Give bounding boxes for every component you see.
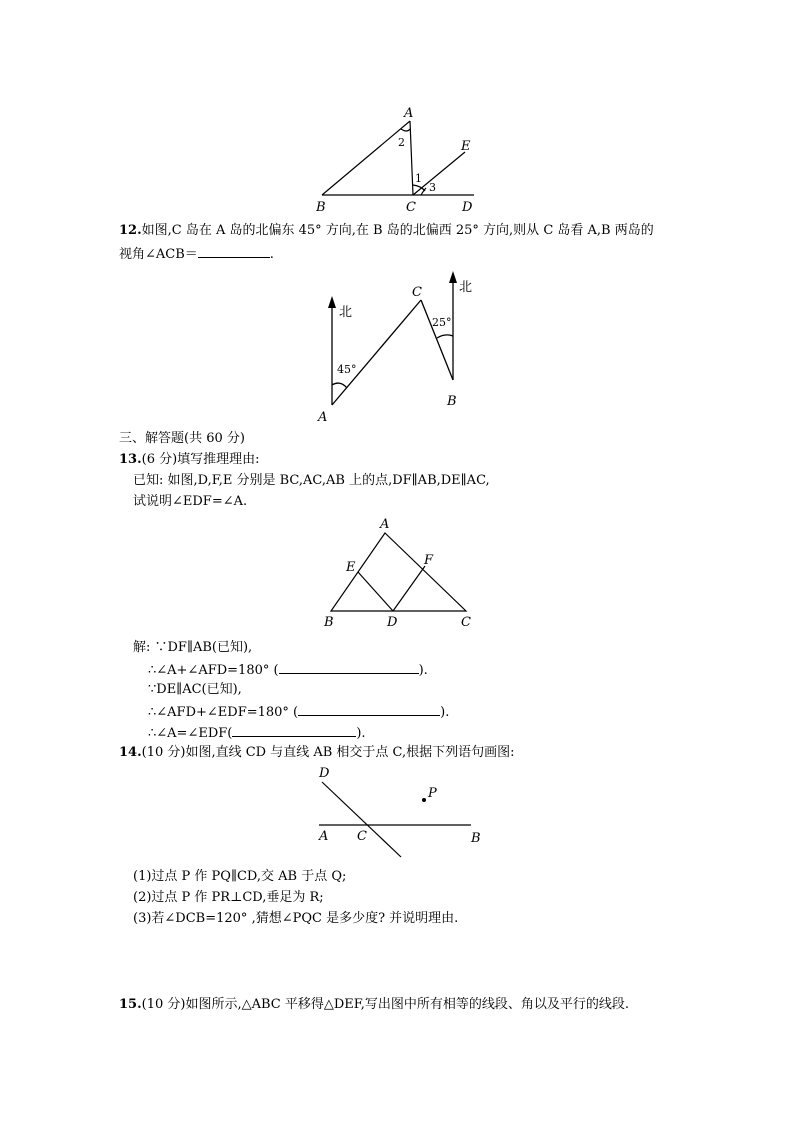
fig11-angle-3: 3 xyxy=(429,181,436,194)
q12-text: 如图,C 岛在 A 岛的北偏东 45° 方向,在 B 岛的北偏西 25° 方向,则从 C 岛看 A,B 两岛的 xyxy=(141,223,654,238)
q13-reason-blank-3[interactable] xyxy=(232,724,356,737)
q13-solution-intro: 解: ∵DF∥AB(已知), xyxy=(133,640,253,655)
fig14-label-a: A xyxy=(319,829,329,844)
fig12-label-c: C xyxy=(412,285,422,300)
fig13-label-c: C xyxy=(461,615,471,630)
fig11-label-c: C xyxy=(406,200,416,215)
fig12-north-b: 北 xyxy=(459,280,473,295)
fig11-angle-2: 2 xyxy=(398,136,405,149)
fig14-label-p: P xyxy=(428,786,437,801)
fig14-label-c: C xyxy=(357,829,367,844)
q13-step4-close: ). xyxy=(356,726,366,741)
q13-step1 xyxy=(148,661,428,679)
fig14-point-p xyxy=(422,798,426,802)
q13-prove: 试说明∠EDF=∠A. xyxy=(133,494,248,509)
fig13-label-f: F xyxy=(424,553,434,568)
section-title: 三、解答题(共 60 分) xyxy=(119,431,245,446)
fig11-label-d: D xyxy=(462,200,473,215)
fig12-label-b: B xyxy=(447,394,457,409)
fig12-lines xyxy=(332,275,453,405)
q13-header xyxy=(119,452,260,468)
q13-reason-blank-2[interactable] xyxy=(298,703,440,716)
q12-line2 xyxy=(119,245,274,263)
q12-period: . xyxy=(269,247,274,262)
fig11-lines xyxy=(322,121,474,195)
q13-head: (6 分)填写推理理由: xyxy=(141,452,260,467)
q14-item3: (3)若∠DCB=120° ,猜想∠PQC 是多少度? 并说明理由. xyxy=(133,911,459,926)
fig13-label-d: D xyxy=(387,615,398,630)
q13-step3-close: ). xyxy=(440,705,450,720)
q14-head: (10 分)如图,直线 CD 与直线 AB 相交于点 C,根据下列语句画图: xyxy=(141,745,515,760)
fig14-label-d: D xyxy=(319,766,330,781)
fig13-label-b: B xyxy=(324,615,334,630)
q13-step2: ∵DE∥AC(已知), xyxy=(148,682,242,697)
q14-item1: (1)过点 P 作 PQ∥CD,交 AB 于点 Q; xyxy=(133,869,347,884)
q13-step1-close: ). xyxy=(418,663,428,678)
q12-number: 12. xyxy=(119,223,142,238)
q13-given: 已知: 如图,D,F,E 分别是 BC,AC,AB 上的点,DF∥AB,DE∥AC, xyxy=(133,473,490,488)
q14-number: 14. xyxy=(119,745,142,760)
q12-text-2: 视角∠ACB＝ xyxy=(119,247,198,262)
fig14-lines xyxy=(319,782,471,857)
q15 xyxy=(119,997,629,1013)
fig13-label-e: E xyxy=(346,560,356,575)
fig12-north-a: 北 xyxy=(339,305,353,320)
fig11-angle-1: 1 xyxy=(415,172,422,185)
q13-step4 xyxy=(148,724,366,742)
q13-step3-text: ∴∠AFD+∠EDF=180° ( xyxy=(148,705,299,720)
q13-step4-text: ∴∠A=∠EDF( xyxy=(148,726,233,741)
q14-header xyxy=(119,745,515,761)
q15-text: (10 分)如图所示,△ABC 平移得△DEF,写出图中所有相等的线段、角以及平行的线段. xyxy=(141,997,630,1012)
fig13-lines xyxy=(331,533,466,611)
fig12-label-a: A xyxy=(318,410,328,425)
q14-item2: (2)过点 P 作 PR⊥CD,垂足为 R; xyxy=(133,890,324,905)
fig12-arrowheads xyxy=(328,271,457,308)
fig11-label-e: E xyxy=(461,139,471,154)
q13-step3 xyxy=(148,703,449,721)
q13-reason-blank-1[interactable] xyxy=(279,661,419,674)
fig12-angle-25: 25° xyxy=(432,316,452,329)
q12-answer-blank[interactable] xyxy=(198,245,270,258)
fig14-label-b: B xyxy=(471,831,481,846)
fig11-label-a: A xyxy=(404,106,414,121)
fig11-label-b: B xyxy=(316,200,326,215)
q13-number: 13. xyxy=(119,452,142,467)
fig13-label-a: A xyxy=(380,517,390,532)
fig12-angle-45: 45° xyxy=(337,363,357,376)
q15-number: 15. xyxy=(119,997,142,1012)
q12-line1 xyxy=(119,223,654,239)
q13-step1-text: ∴∠A+∠AFD=180° ( xyxy=(148,663,279,678)
